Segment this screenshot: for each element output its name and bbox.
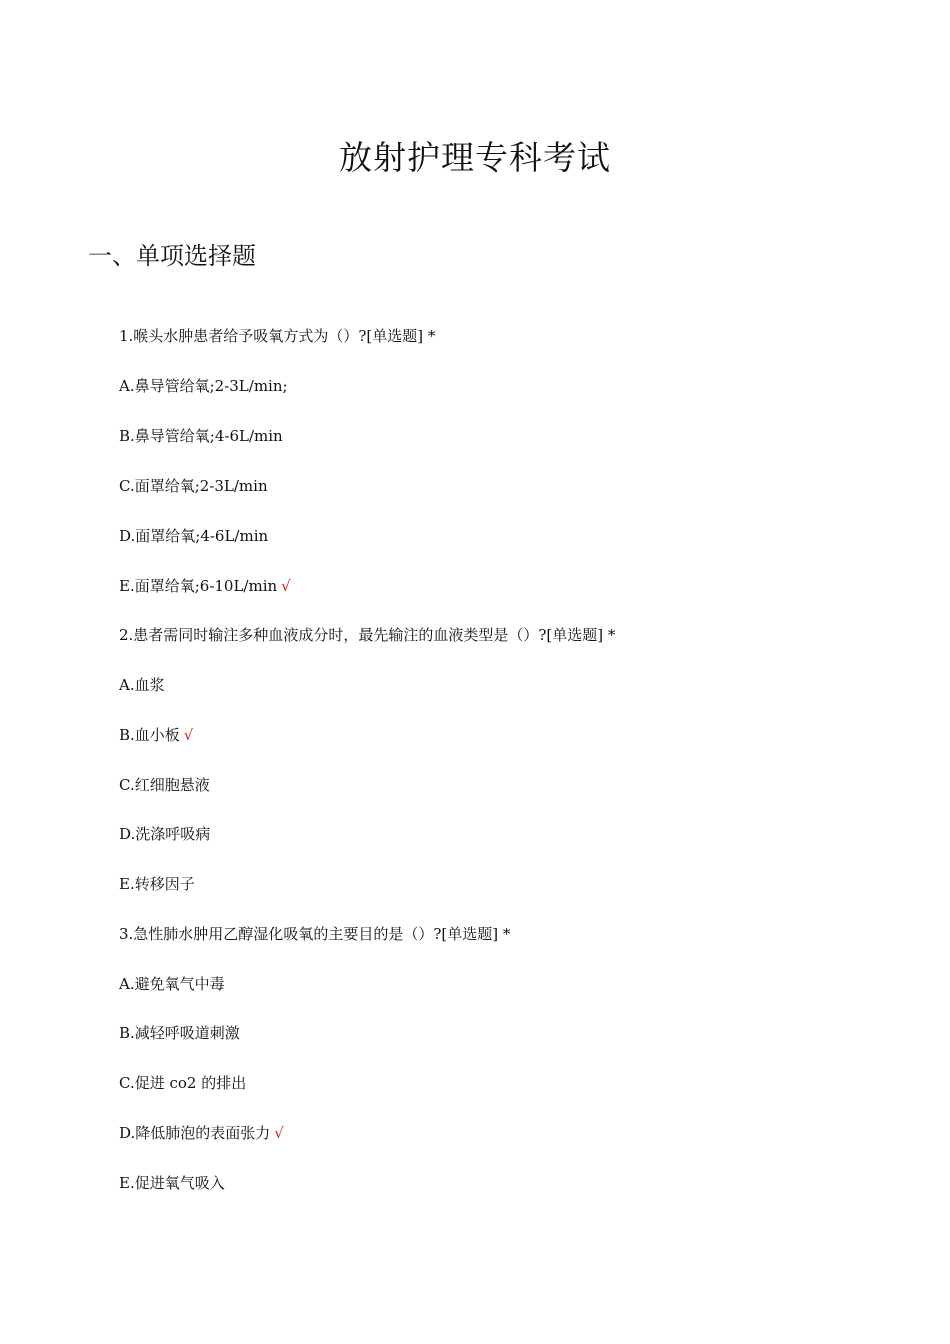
correct-check-icon: √ [281,577,291,595]
answer-option [119,674,169,696]
question-stem: 2.患者需同时输注多种血液成分时，最先输注的血液类型是（）?[单选题] * [119,626,616,644]
answer-option [119,575,291,597]
answer-option [119,774,214,796]
option-text: A.血浆 [119,676,165,694]
correct-check-icon: √ [183,726,194,744]
option-text: C.促进 co2 的排出 [119,1074,247,1092]
answer-option [119,525,272,547]
option-text: D.降低肺泡的表面张力 [119,1124,271,1142]
section-heading: 一、单项选择题 [88,242,256,270]
option-text: C.红细胞悬液 [119,776,210,794]
answer-option [119,425,287,447]
answer-option [119,724,193,746]
option-text: B.减轻呼吸道刺激 [119,1024,240,1042]
option-text: D.洗涤呼吸病 [119,825,211,843]
answer-option [119,375,292,397]
answer-option [119,1072,250,1094]
answer-option [119,873,199,895]
option-text: E.促进氧气吸入 [119,1174,225,1192]
answer-option [119,1022,244,1044]
option-text: A.避免氧气中毒 [119,975,225,993]
answer-option [119,973,229,995]
option-text: C.面罩给氧;2-3L/min [119,477,268,495]
option-text: D.面罩给氧;4-6L/min [119,527,269,545]
answer-option [119,1122,284,1144]
option-text: B.鼻导管给氧;4-6L/min [119,427,283,445]
option-text: B.血小板 [119,726,180,744]
answer-option [119,475,272,497]
correct-check-icon: √ [274,1124,284,1142]
option-text: E.转移因子 [119,875,195,893]
answer-option [119,823,214,845]
answer-option [119,1172,229,1194]
option-text: A.鼻导管给氧;2-3L/min; [119,377,288,395]
option-text: E.面罩给氧;6-10L/min [119,577,278,595]
question-stem: 1.喉头水肿患者给予吸氧方式为（）?[单选题] * [119,327,436,345]
question-stem: 3.急性肺水肿用乙醇湿化吸氧的主要目的是（）?[单选题] * [119,925,511,943]
document-title: 放射护理专科考试 [339,138,611,177]
